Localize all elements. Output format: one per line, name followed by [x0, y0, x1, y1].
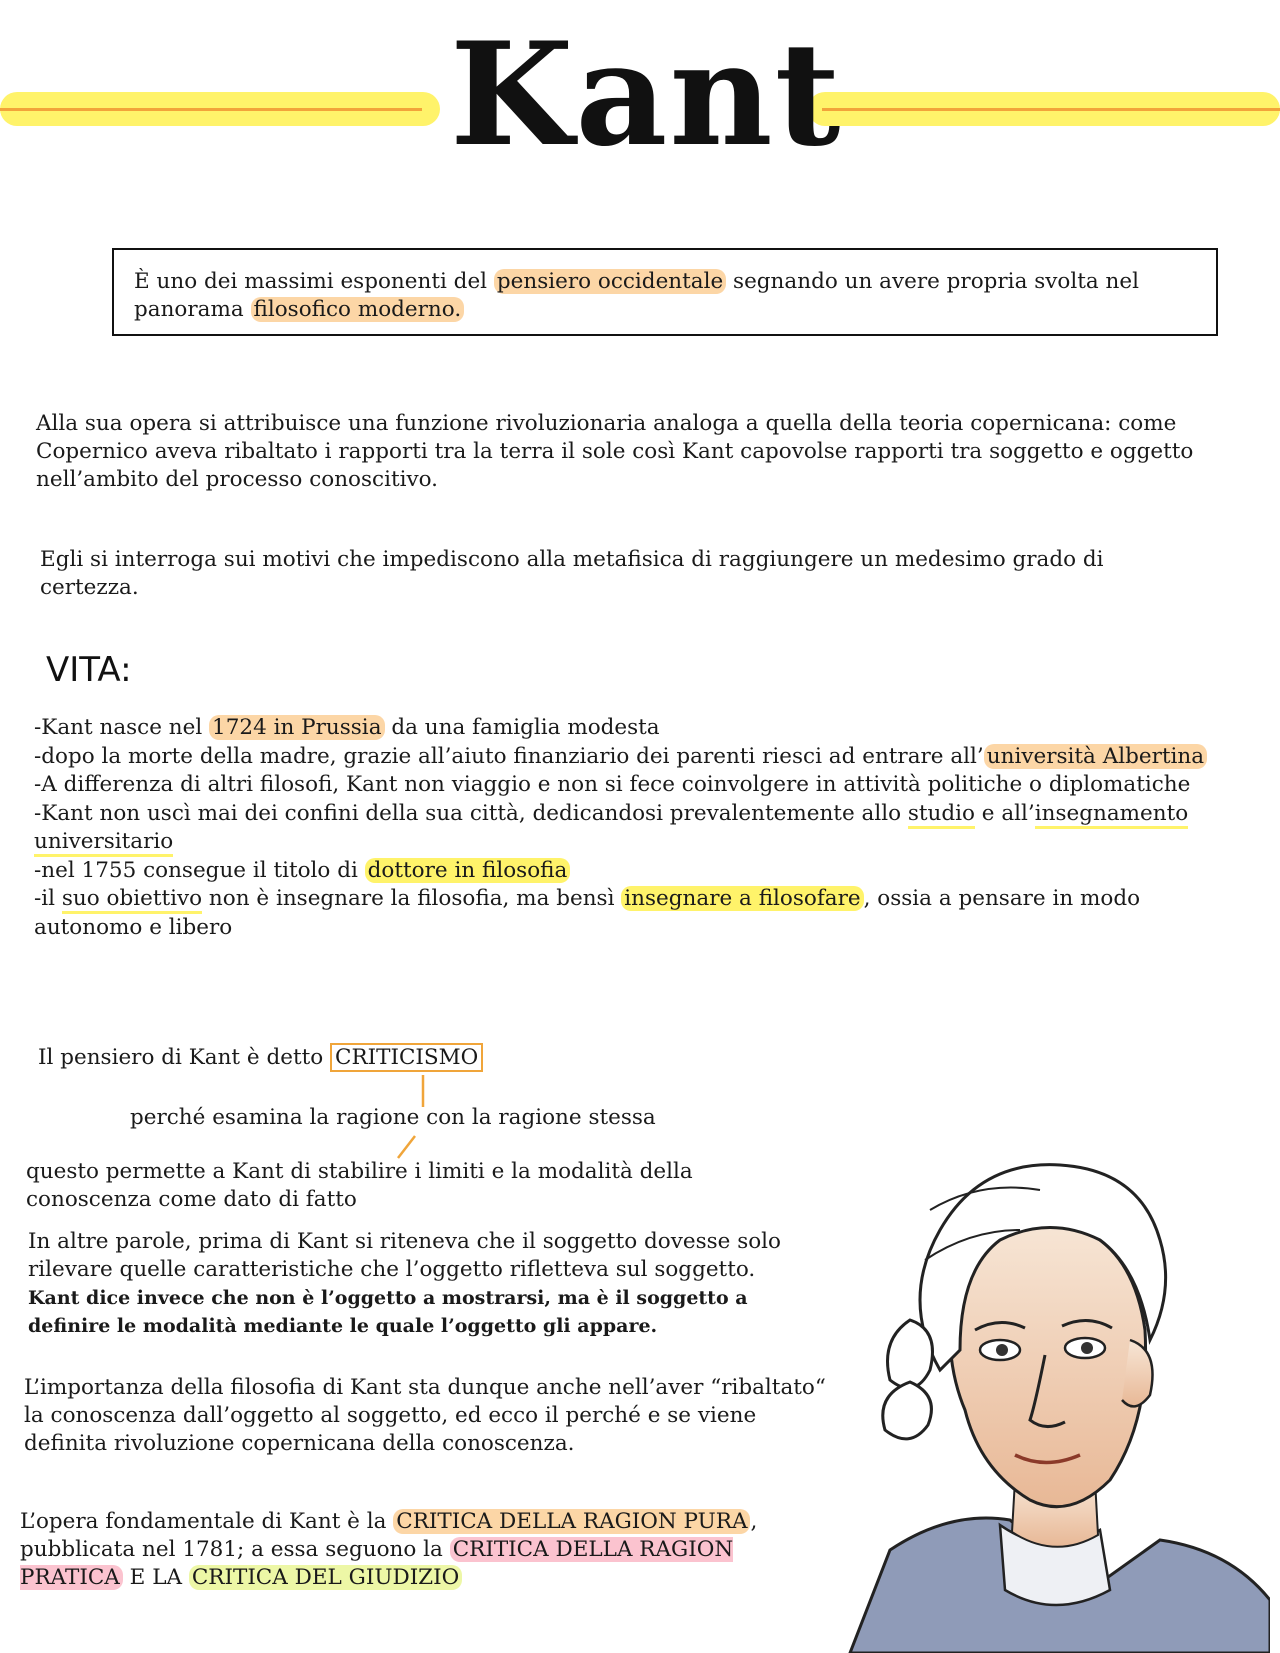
paragraph-metaphysics: Egli si interroga sui motivi che impediscono alla metafisica di raggiungere un medesimo grado di certezza. [40, 547, 1104, 600]
page-title: Kant [450, 12, 843, 178]
paragraph-revolution: Alla sua opera si attribuisce una funzione rivoluzionaria analoga a quella della teoria copernicana: come Copernico aveva ribaltato i rapporti tra la terra il sole così Kant capovolse rapporti tra soggetto e oggetto nell’ambito del processo conoscitivo. [36, 411, 1194, 492]
pupil-right [1081, 1342, 1093, 1354]
criticism-limits: questo permette a Kant di stabilire i limiti e la modalità della conoscenza come dato di fatto [26, 1159, 693, 1212]
highlight-filosofico: filosofico moderno. [251, 297, 465, 322]
list-item: -A differenza di altri filosofi, Kant non viaggio e non si fece coinvolgere in attività politiche o diplomatiche [34, 772, 1191, 797]
list-item: -Kant nasce nel 1724 in Prussia da una famiglia modesta [34, 715, 660, 740]
criticism-other-words: In altre parole, prima di Kant si riteneva che il soggetto dovesse solo rilevare quelle caratteristiche che l’oggetto rifletteva sul soggetto. Kant dice invece che non è l’oggetto a mostrarsi, ma è il soggetto a definire le modalità mediante le quale l’oggetto gli appare. [28, 1229, 781, 1337]
criticism-because: perché esamina la ragione con la ragione stessa [130, 1105, 656, 1130]
hair-curl-2 [883, 1382, 932, 1439]
connector-line-2 [398, 1136, 415, 1158]
section-heading-vita: VITA: [46, 650, 132, 690]
criticismo-term: CRITICISMO [330, 1043, 483, 1072]
highlight-pensiero: pensiero occidentale [494, 269, 726, 294]
intro-text: È uno dei massimi esponenti del pensiero occidentale segnando un avere propria svolta nel panorama filosofico moderno. [134, 269, 1139, 322]
list-item: -il suo obiettivo non è insegnare la filosofia, ma bensì insegnare a filosofare , ossia a pensare in modo autonomo e libero [34, 886, 1141, 940]
list-item: -nel 1755 consegue il titolo di dottore in filosofia [34, 857, 1214, 886]
list-item: -dopo la morte della madre, grazie all’aiuto finanziario dei parenti riesci ad entrare all’ università Albertina [34, 743, 1214, 772]
criticism-importance: L’importanza della filosofia di Kant sta dunque anche nell’aver “ribaltato“ la conoscenza dall’oggetto al soggetto, ed ecco il perché e se viene definita rivoluzione copernicana della conoscenza. [24, 1375, 826, 1456]
pupil-left [996, 1344, 1008, 1356]
criticism-lead: Il pensiero di Kant è detto CRITICISMO [38, 1044, 483, 1072]
kant-portrait-icon [830, 1120, 1270, 1653]
works-paragraph: L’opera fondamentale di Kant è la CRITICA DELLA RAGION PURA , pubblicata nel 1781; a essa seguono la CRITICA DELLA RAGION PRATICA E LA CRITICA DEL GIUDIZIO [20, 1509, 758, 1590]
hair-curl-1 [888, 1320, 933, 1388]
list-item: -Kant non uscì mai dei confini della sua città, dedicandosi prevalentemente allo studio e all’insegnamento universitario [34, 800, 1214, 857]
